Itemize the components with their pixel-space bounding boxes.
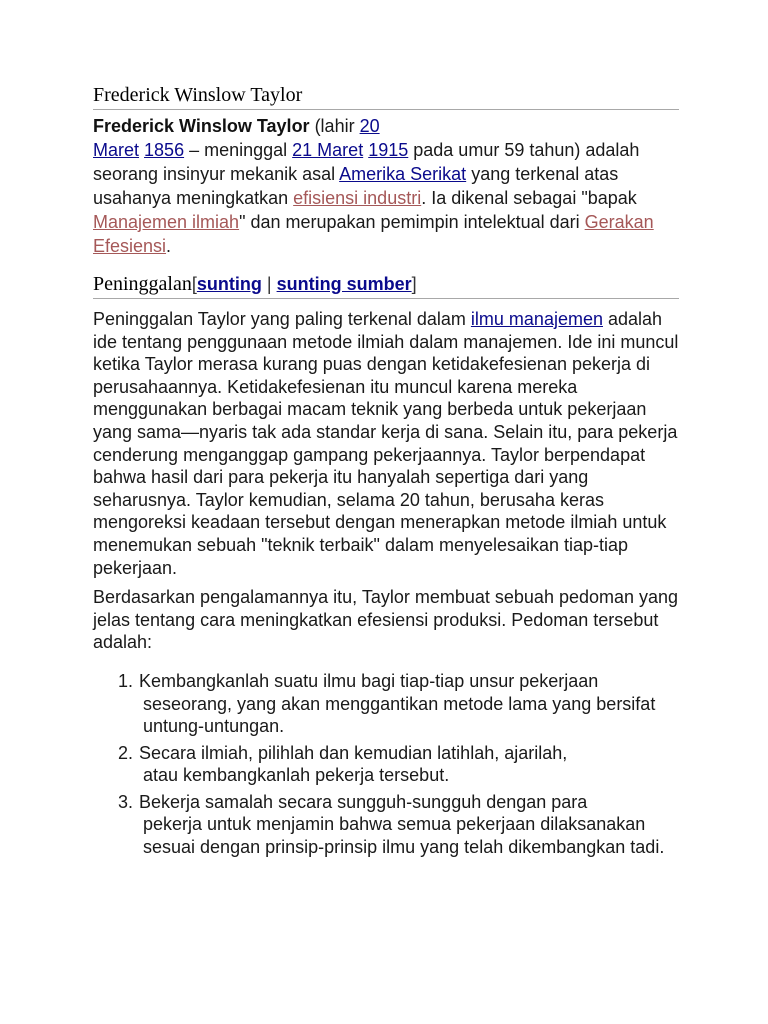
intro-paragraph — [93, 114, 679, 258]
link-efisiensi-industri[interactable]: efisiensi industri — [293, 188, 422, 208]
list-number: 2. — [118, 742, 134, 763]
intro-text: . — [166, 236, 172, 256]
link-death-date[interactable]: 21 Maret — [292, 140, 364, 160]
section-title: Peninggalan — [93, 273, 192, 295]
list-item — [93, 670, 679, 738]
edit-source-link[interactable]: sunting sumber — [276, 274, 412, 294]
list-text: pekerja untuk menjamin bahwa semua pekerjaan dilaksanakan sesuai dengan prinsip-prinsip ilmu yang telah dikembangkan tadi. — [143, 814, 665, 858]
subject-name: Frederick Winslow Taylor — [93, 116, 310, 136]
edit-link[interactable]: sunting — [196, 274, 262, 294]
link-gerakan-efesiensi[interactable]: Gerakan Efesiensi — [93, 212, 654, 256]
intro-text: yang terkenal atas usahanya meningkatkan — [93, 164, 619, 208]
link-birth-day[interactable]: 20 — [359, 116, 380, 136]
guideline-list — [93, 670, 679, 859]
link-birth-month[interactable]: Maret — [93, 140, 140, 160]
list-item — [93, 791, 679, 859]
intro-text: pada umur 59 tahun) adalah seorang insinyur mekanik asal — [93, 140, 640, 184]
intro-text: " dan merupakan pemimpin intelektual dari — [239, 212, 585, 232]
document-page — [93, 82, 679, 863]
intro-text: . Ia dikenal sebagai "bapak — [421, 188, 637, 208]
intro-text: – meninggal — [184, 140, 293, 160]
list-text: Kembangkanlah suatu ilmu bagi tiap-tiap unsur pekerjaan — [139, 670, 599, 691]
para-text: adalah ide tentang penggunaan metode ilmiah dalam manajemen. Ide ini muncul ketika Taylor merasa kurang puas dengan ketidakefesienan pekerja di perusahaannya. Ketidakefesienan itu muncul karena mereka menggunakan berbagai macam teknik yang berbeda untuk pekerjaan yang sama—nyaris tak ada standar kerja di sana. Selain itu, para pekerja cenderung menganggap gampang pekerjaannya. Taylor berpendapat bahwa hasil dari para pekerja itu hanyalah sepertiga dari yang seharusnya. Taylor kemudian, selama 20 tahun, berusaha keras mengoreksi keadaan tersebut dengan menerapkan metode ilmiah untuk menemukan sebuah "teknik terbaik" dalam menyelesaikan tiap-tiap pekerjaan. — [93, 309, 679, 578]
link-death-year[interactable]: 1915 — [368, 140, 409, 160]
para-text: Peninggalan Taylor yang paling terkenal dalam — [93, 309, 471, 329]
list-text: atau kembangkanlah pekerja tersebut. — [143, 765, 450, 786]
list-number: 3. — [118, 791, 134, 812]
list-item — [93, 742, 679, 787]
intro-text: (lahir — [309, 116, 360, 136]
link-ilmu-manajemen[interactable]: ilmu manajemen — [470, 309, 603, 329]
body-paragraph-1 — [93, 308, 679, 579]
link-birth-year[interactable]: 1856 — [144, 140, 185, 160]
edit-separator: | — [261, 274, 277, 294]
bracket-open: [ — [191, 274, 197, 294]
page-title: Frederick Winslow Taylor — [93, 82, 679, 110]
bracket-close: ] — [411, 274, 417, 294]
link-amerika-serikat[interactable]: Amerika Serikat — [339, 164, 467, 184]
list-number: 1. — [118, 670, 134, 691]
list-text: Secara ilmiah, pilihlah dan kemudian latihlah, ajarilah, — [139, 742, 568, 763]
section-heading — [93, 270, 679, 299]
list-text: seseorang, yang akan menggantikan metode lama yang bersifat untung-untungan. — [143, 693, 656, 737]
body-paragraph-2: Berdasarkan pengalamannya itu, Taylor membuat sebuah pedoman yang jelas tentang cara meningkatkan efesiensi produksi. Pedoman tersebut adalah: — [93, 587, 679, 653]
list-text: Bekerja samalah secara sungguh-sungguh dengan para — [139, 791, 588, 812]
link-manajemen-ilmiah[interactable]: Manajemen ilmiah — [93, 212, 240, 232]
